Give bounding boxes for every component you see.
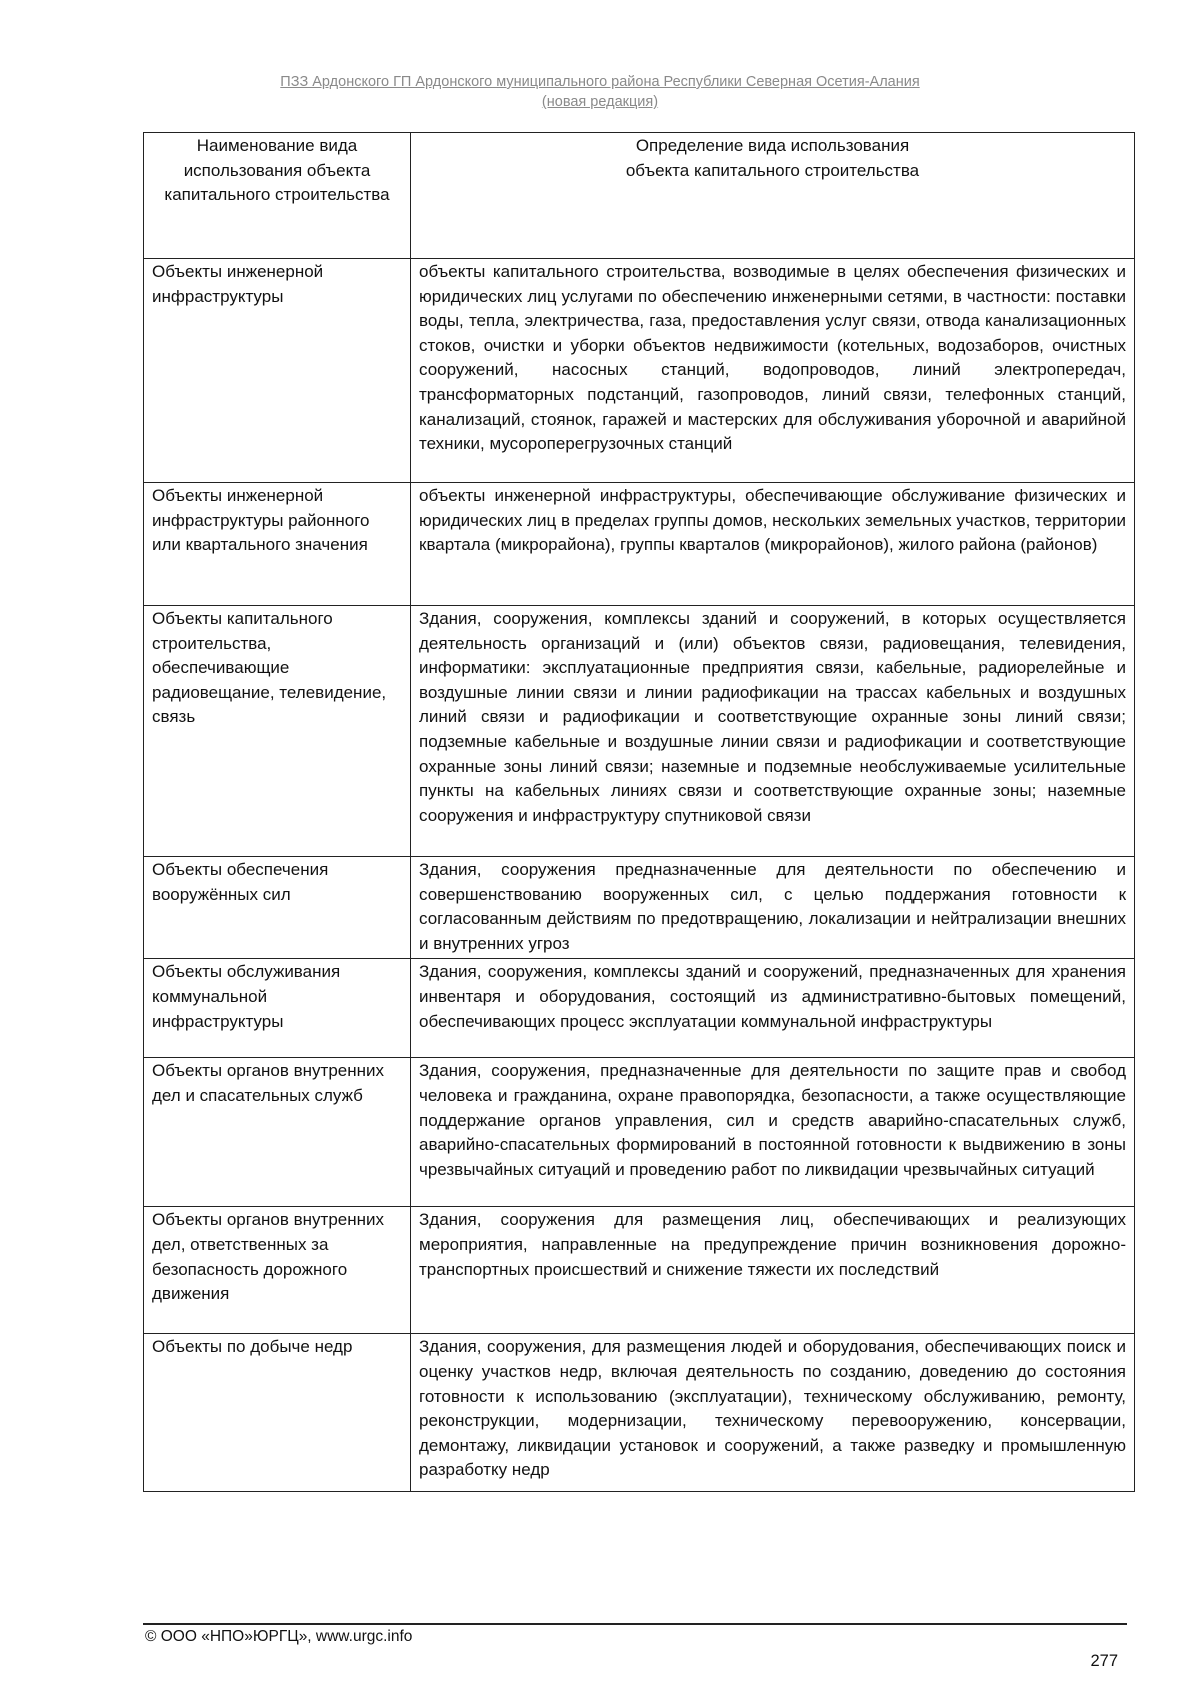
row-definition: Здания, сооружения, комплексы зданий и сооружений, в которых осуществляется деятельность организаций и (или) объектов связи, радиовещания, телевидения, информатики: эксплуатационные предприятия связи, кабельные, радиорелейные и воздушные линии связи и линии радиофикации на трассах кабельных и воздушных линий связи и радиофикации и соответствующие охранные зоны линий связи; подземные кабельные и воздушные линии связи и радиофикации и соответствующие охранные зоны линий связи; наземные и подземные необслуживаемые усилительные пункты на кабельных линиях связи и соответствующие охранные зоны; наземные сооружения и инфраструктуру спутниковой связи bbox=[411, 606, 1135, 857]
col-definition-header bbox=[411, 133, 1135, 259]
header-title: ПЗЗ Ардонского ГП Ардонского муниципального района Республики Северная Осетия-Алания bbox=[280, 74, 920, 90]
table-row bbox=[144, 483, 1135, 606]
col-name-header: Наименование вида использования объекта капитального строительства bbox=[144, 133, 411, 259]
table-row bbox=[144, 606, 1135, 857]
row-name: Объекты по добыче недр bbox=[144, 1334, 411, 1492]
table-row bbox=[144, 259, 1135, 483]
page-number: 277 bbox=[1090, 1652, 1118, 1670]
row-name: Объекты органов внутренних дел, ответственных за безопасность дорожного движения bbox=[144, 1207, 411, 1334]
row-definition: объекты капитального строительства, возводимые в целях обеспечения физических и юридических лиц услугами по обеспечению инженерными сетями, в частности: поставки воды, тепла, электричества, газа, предоставления услуг связи, отвода канализационных стоков, очистки и уборки объектов недвижимости (котельных, водозаборов, очистных сооружений, насосных станций, водопроводов, линий электропередач, трансформаторных подстанций, газопроводов, линий связи, телефонных станций, канализаций, стоянок, гаражей и мастерских для обслуживания уборочной и аварийной техники, мусороперегрузочных станций bbox=[411, 259, 1135, 483]
row-definition: Здания, сооружения для размещения лиц, обеспечивающих и реализующих мероприятия, направленные на предупреждение причин возникновения дорожно-транспортных происшествий и снижение тяжести их последствий bbox=[411, 1207, 1135, 1334]
row-name: Объекты обслуживания коммунальной инфраструктуры bbox=[144, 959, 411, 1058]
row-name: Объекты инженерной инфраструктуры районного или квартального значения bbox=[144, 483, 411, 606]
header-subtitle: (новая редакция) bbox=[541, 94, 659, 110]
col-definition-header-line1: Определение вида использования bbox=[635, 136, 910, 155]
row-definition: Здания, сооружения, комплексы зданий и сооружений, предназначенных для хранения инвентаря и оборудования, состоящий из административно-бытовых помещений, обеспечивающих процесс эксплуатации коммунальной инфраструктуры bbox=[411, 959, 1135, 1058]
table-row bbox=[144, 857, 1135, 959]
col-definition-header-line2: объекта капитального строительства bbox=[625, 160, 920, 180]
row-definition: Здания, сооружения предназначенные для деятельности по обеспечению и совершенствованию вооруженных сил, с целью поддержания готовности к согласованным действиям по предотвращению, локализации и нейтрализации внешних и внутренних угроз bbox=[411, 857, 1135, 959]
row-name: Объекты обеспечения вооружённых сил bbox=[144, 857, 411, 959]
row-name: Объекты инженерной инфраструктуры bbox=[144, 259, 411, 483]
table-row bbox=[144, 1334, 1135, 1492]
page-header bbox=[0, 72, 1200, 112]
row-name: Объекты органов внутренних дел и спасательных служб bbox=[144, 1058, 411, 1207]
table-header-row bbox=[144, 133, 1135, 259]
table-row bbox=[144, 1207, 1135, 1334]
row-definition: объекты инженерной инфраструктуры, обеспечивающие обслуживание физических и юридических лиц в пределах группы домов, нескольких земельных участков, территории квартала (микрорайона), группы кварталов (микрорайонов), жилого района (районов) bbox=[411, 483, 1135, 606]
row-name: Объекты капитального строительства, обеспечивающие радиовещание, телевидение, связь bbox=[144, 606, 411, 857]
table-row bbox=[144, 1058, 1135, 1207]
land-use-table bbox=[143, 132, 1135, 1492]
row-definition: Здания, сооружения, предназначенные для деятельности по защите прав и свобод человека и гражданина, охране правопорядка, безопасности, а также осуществляющие поддержание органов управления, сил и средств аварийно-спасательных служб, аварийно-спасательных формирований в постоянной готовности к выдвижению в зоны чрезвычайных ситуаций и проведению работ по ликвидации чрезвычайных ситуаций bbox=[411, 1058, 1135, 1207]
footer-divider bbox=[143, 1623, 1127, 1625]
table-row bbox=[144, 959, 1135, 1058]
row-definition: Здания, сооружения, для размещения людей и оборудования, обеспечивающих поиск и оценку участков недр, включая деятельность по созданию, доведению до состояния готовности к использованию (эксплуатации), техническому обслуживанию, ремонту, реконструкции, модернизации, техническому перевооружению, консервации, демонтажу, ликвидации установок и сооружений, а также разведку и промышленную разработку недр bbox=[411, 1334, 1135, 1492]
footer-copyright: © ООО «НПО»ЮРГЦ», www.urgc.info bbox=[145, 1628, 413, 1645]
